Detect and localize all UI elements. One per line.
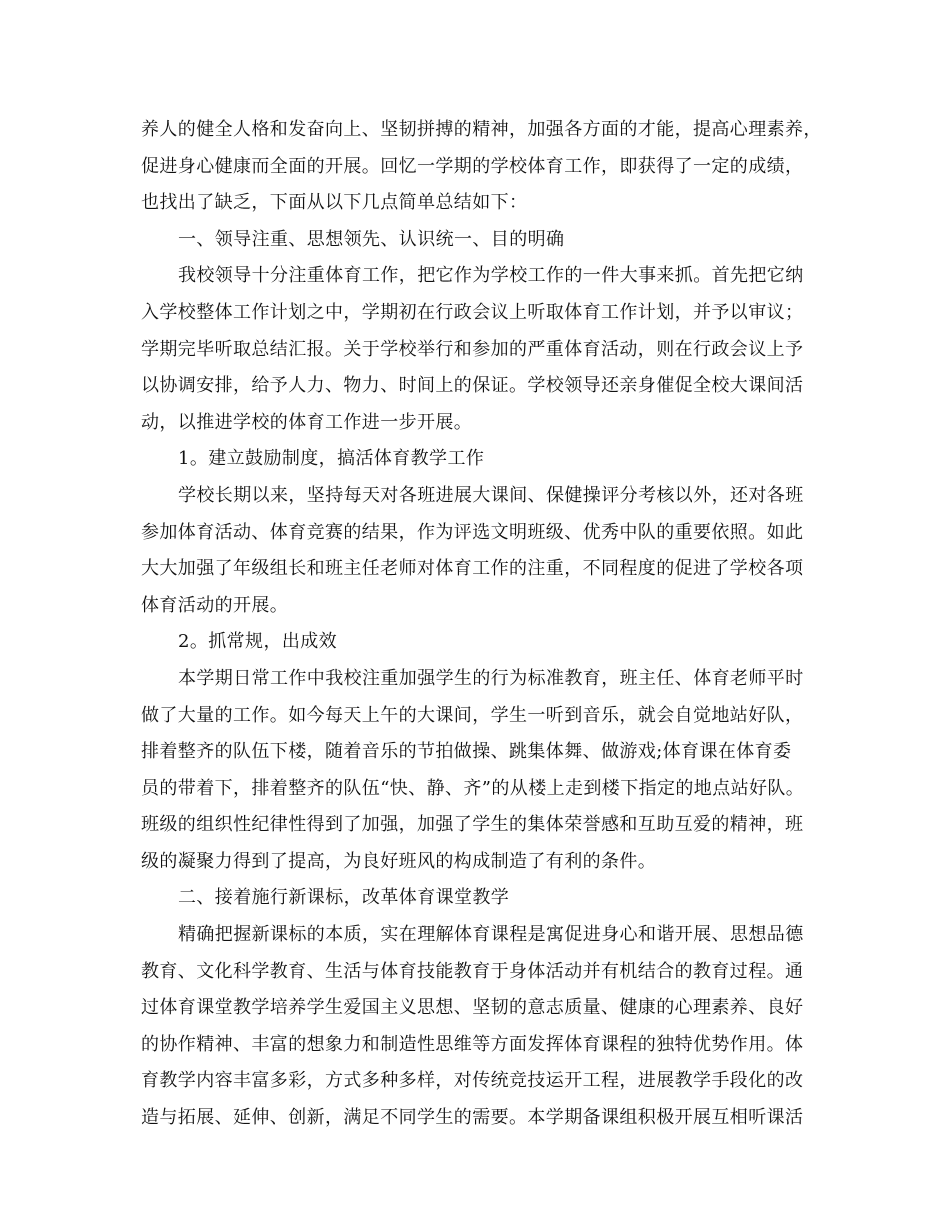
document-body <box>141 112 822 1137</box>
text-line: 育教学内容丰富多彩，方式多种多样，对传统竞技运开工程，进展教学手段化的改 <box>141 1070 804 1092</box>
text-line: 班级的组织性纪律性得到了加强，加强了学生的集体荣誉感和互助互爱的精神，班 <box>141 814 804 836</box>
text-line: 级的凝聚力得到了提高，为良好班风的构成制造了有利的条件。 <box>141 850 657 872</box>
text-line: 以协调安排，给予人力、物力、时间上的保证。学校领导还亲身催促全校大课间活 <box>141 375 804 397</box>
text-line: 大大加强了年级组长和班主任老师对体育工作的注重，不同程度的促进了学校各项 <box>141 558 804 580</box>
text-line: 动，以推进学校的体育工作进一步开展。 <box>141 411 473 433</box>
text-line: 学校长期以来，坚持每天对各班进展大课间、保健操评分考核以外，还对各班 <box>178 484 804 506</box>
text-line: 促进身心健康而全面的开展。回忆一学期的学校体育工作，即获得了一定的成绩， <box>141 155 804 177</box>
text-line: 过体育课堂教学培养学生爱国主义思想、坚韧的意志质量、健康的心理素养、良好 <box>141 997 804 1019</box>
subsection-heading-2: 2。抓常规，出成效 <box>178 631 338 653</box>
text-line: 学期完毕听取总结汇报。关于学校举行和参加的严重体育活动，则在行政会议上予 <box>141 338 804 360</box>
text-line: 造与拓展、延伸、创新，满足不同学生的需要。本学期备课组积极开展互相听课活 <box>141 1107 804 1129</box>
text-line: 做了大量的工作。如今每天上午的大课间，学生一听到音乐，就会自觉地站好队， <box>141 704 804 726</box>
text-line: 入学校整体工作计划之中，学期初在行政会议上听取体育工作计划，并予以审议； <box>141 301 804 323</box>
text-line: 我校领导十分注重体育工作，把它作为学校工作的一件大事来抓。首先把它纳 <box>178 265 804 287</box>
text-line: 排着整齐的队伍下楼，随着音乐的节拍做操、跳集体舞、做游戏;体育课在体育委 <box>141 741 792 763</box>
section-heading-1: 一、领导注重、思想领先、认识统一、目的明确 <box>178 228 565 250</box>
text-line: 员的带着下，排着整齐的队伍“快、静、齐”的从楼上走到楼下指定的地点站好队。 <box>141 777 805 799</box>
text-line: 体育活动的开展。 <box>141 594 289 616</box>
text-line: 也找出了缺乏，下面从以下几点简单总结如下： <box>141 192 528 214</box>
text-line: 本学期日常工作中我校注重加强学生的行为标准教育，班主任、体育老师平时 <box>178 667 804 689</box>
section-heading-2: 二、接着施行新课标，改革体育课堂教学 <box>178 887 510 909</box>
text-line: 精确把握新课标的本质，实在理解体育课程是寓促进身心和谐开展、思想品德 <box>178 924 804 946</box>
text-line: 参加体育活动、体育竞赛的结果，作为评选文明班级、优秀中队的重要依照。如此 <box>141 521 804 543</box>
text-line: 养人的健全人格和发奋向上、坚韧拼搏的精神，加强各方面的才能，提高心理素养， <box>141 119 822 140</box>
text-line: 教育、文化科学教育、生活与体育技能教育于身体活动并有机结合的教育过程。通 <box>141 960 804 982</box>
subsection-heading-1: 1。建立鼓励制度，搞活体育教学工作 <box>178 448 485 470</box>
text-line: 的协作精神、丰富的想象力和制造性思维等方面发挥体育课程的独特优势作用。体 <box>141 1033 804 1055</box>
